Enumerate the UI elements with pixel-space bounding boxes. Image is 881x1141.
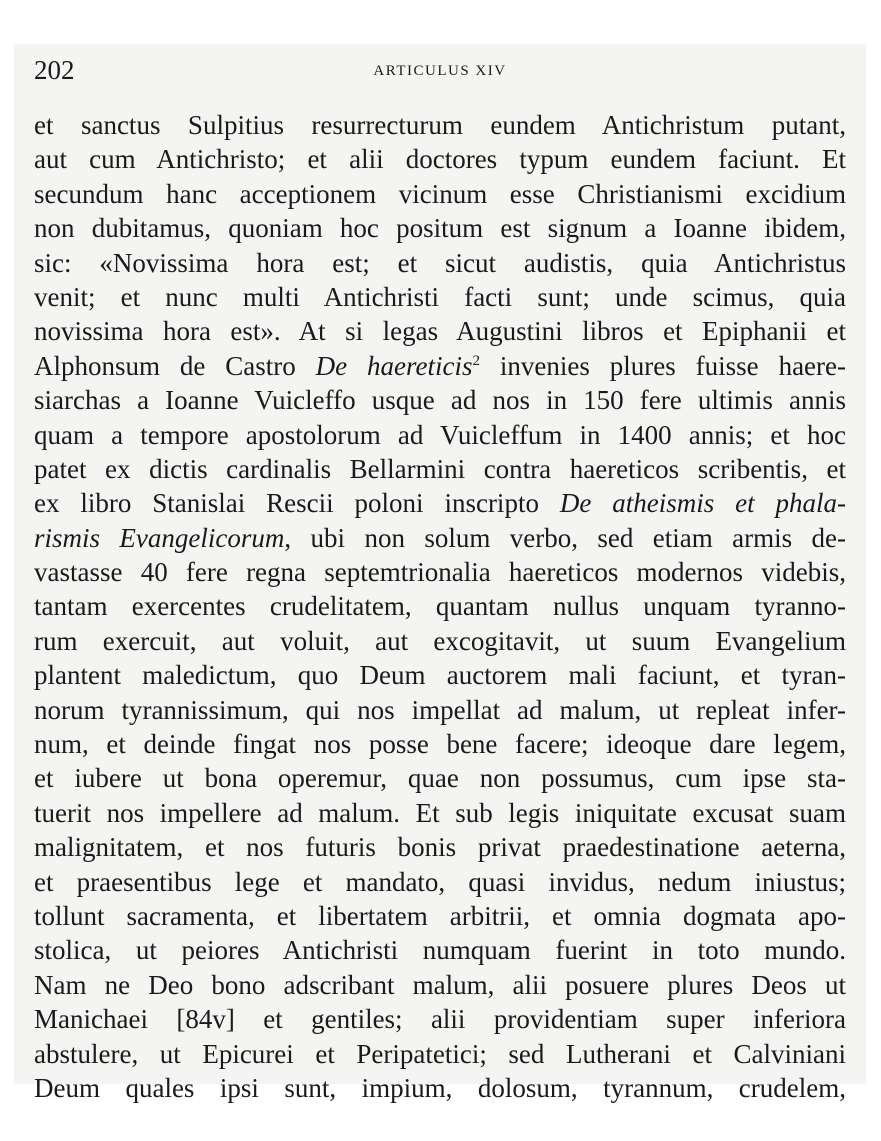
text-segment: secundum hanc acceptionem vicinum esse Christianismi excidium <box>34 178 846 209</box>
text-segment: Nam ne Deo bono adscribant malum, alii posuere plures Deos ut <box>34 969 846 1000</box>
text-segment: Alphonsum de Castro <box>34 350 316 381</box>
text-line <box>34 452 846 486</box>
text-line <box>34 177 846 211</box>
text-line <box>34 314 846 348</box>
text-segment: norum tyrannissimum, qui nos impellat ad malum, ut repleat infer- <box>34 694 846 725</box>
text-line <box>34 589 846 623</box>
text-line <box>34 555 846 589</box>
text-line <box>34 211 846 245</box>
text-line <box>34 280 846 314</box>
text-line <box>34 349 846 383</box>
text-line <box>34 899 846 933</box>
text-line <box>34 383 846 417</box>
text-segment: ex libro Stanislai Rescii poloni inscripto <box>34 488 560 519</box>
text-segment: invenies plures fuisse haere- <box>480 350 846 381</box>
text-line <box>34 521 846 555</box>
text-line <box>34 693 846 727</box>
text-line <box>34 658 846 692</box>
text-segment: rum exercuit, aut voluit, aut excogitavit, ut suum Evangelium <box>34 625 846 656</box>
text-segment: novissima hora est». At si legas Augustini libros et Epiphanii et <box>34 316 846 347</box>
text-segment: vastasse 40 fere regna septemtrionalia haereticos modernos videbis, <box>34 557 846 588</box>
text-segment: stolica, ut peiores Antichristi numquam fuerint in toto mundo. <box>34 935 846 966</box>
text-line <box>34 624 846 658</box>
text-segment: tuerit nos impellere ad malum. Et sub legis iniquitate excusat suam <box>34 797 846 828</box>
text-segment: siarchas a Ioanne Vuicleffo usque ad nos in 150 fere ultimis annis <box>34 385 846 416</box>
text-segment: tollunt sacramenta, et libertatem arbitrii, et omnia dogmata apo- <box>34 900 846 931</box>
text-segment: tantam exercentes crudelitatem, quantam nullus unquam tyranno- <box>34 591 846 622</box>
text-line <box>34 761 846 795</box>
text-segment: Deum quales ipsi sunt, impium, dolosum, tyrannum, crudelem, <box>34 1072 846 1103</box>
page-number: 202 <box>34 55 75 85</box>
text-segment: malignitatem, et nos futuris bonis privat praedestinatione aeterna, <box>34 832 846 863</box>
text-segment: quam a tempore apostolorum ad Vuicleffum in 1400 annis; et hoc <box>34 419 846 450</box>
italic-title: De haereticis <box>315 350 473 381</box>
text-segment: abstulere, ut Epicurei et Peripatetici; sed Lutherani et Calviniani <box>34 1038 846 1069</box>
text-segment: patet ex dictis cardinalis Bellarmini contra haereticos scribentis, et <box>34 453 846 484</box>
text-segment: et sanctus Sulpitius resurrecturum eundem Antichristum putant, <box>34 110 846 140</box>
text-line <box>34 830 846 864</box>
footnote-marker: 2 <box>472 352 481 369</box>
text-line <box>34 796 846 830</box>
text-segment: aut cum Antichristo; et alii doctores typum eundem faciunt. Et <box>34 144 846 175</box>
text-line <box>34 1002 846 1036</box>
text-line <box>34 727 846 761</box>
text-segment: , ubi non solum verbo, sed etiam armis de- <box>284 522 846 553</box>
text-line <box>34 418 846 452</box>
text-segment: sic: «Novissima hora est; et sicut audistis, quia Antichristus <box>34 247 846 278</box>
text-line <box>34 933 846 967</box>
running-head: ARTICULUS XIV <box>373 63 507 79</box>
text-line <box>34 1037 846 1071</box>
text-line <box>34 142 846 176</box>
text-line <box>34 865 846 899</box>
italic-title: De atheismis et phala- <box>559 488 846 519</box>
text-segment: et praesentibus lege et mandato, quasi invidus, nedum iniustus; <box>34 866 846 897</box>
text-line <box>34 246 846 280</box>
body-text <box>34 108 846 1105</box>
text-segment: Manichaei [84v] et gentiles; alii providentiam super inferiora <box>34 1004 846 1035</box>
text-segment: plantent maledictum, quo Deum auctorem mali faciunt, et tyran- <box>34 660 846 691</box>
text-line <box>34 1071 846 1105</box>
text-line <box>34 968 846 1002</box>
text-segment: non dubitamus, quoniam hoc positum est signum a Ioanne ibidem, <box>34 213 846 244</box>
text-line <box>34 486 846 520</box>
text-segment: et iubere ut bona operemur, quae non possumus, cum ipse sta- <box>34 763 846 794</box>
text-segment: venit; et nunc multi Antichristi facti sunt; unde scimus, quia <box>34 281 846 312</box>
text-line <box>34 108 846 142</box>
page-header <box>34 50 846 90</box>
italic-title: rismis Evangelicorum <box>34 522 285 553</box>
text-segment: num, et deinde fingat nos posse bene facere; ideoque dare legem, <box>34 729 846 760</box>
